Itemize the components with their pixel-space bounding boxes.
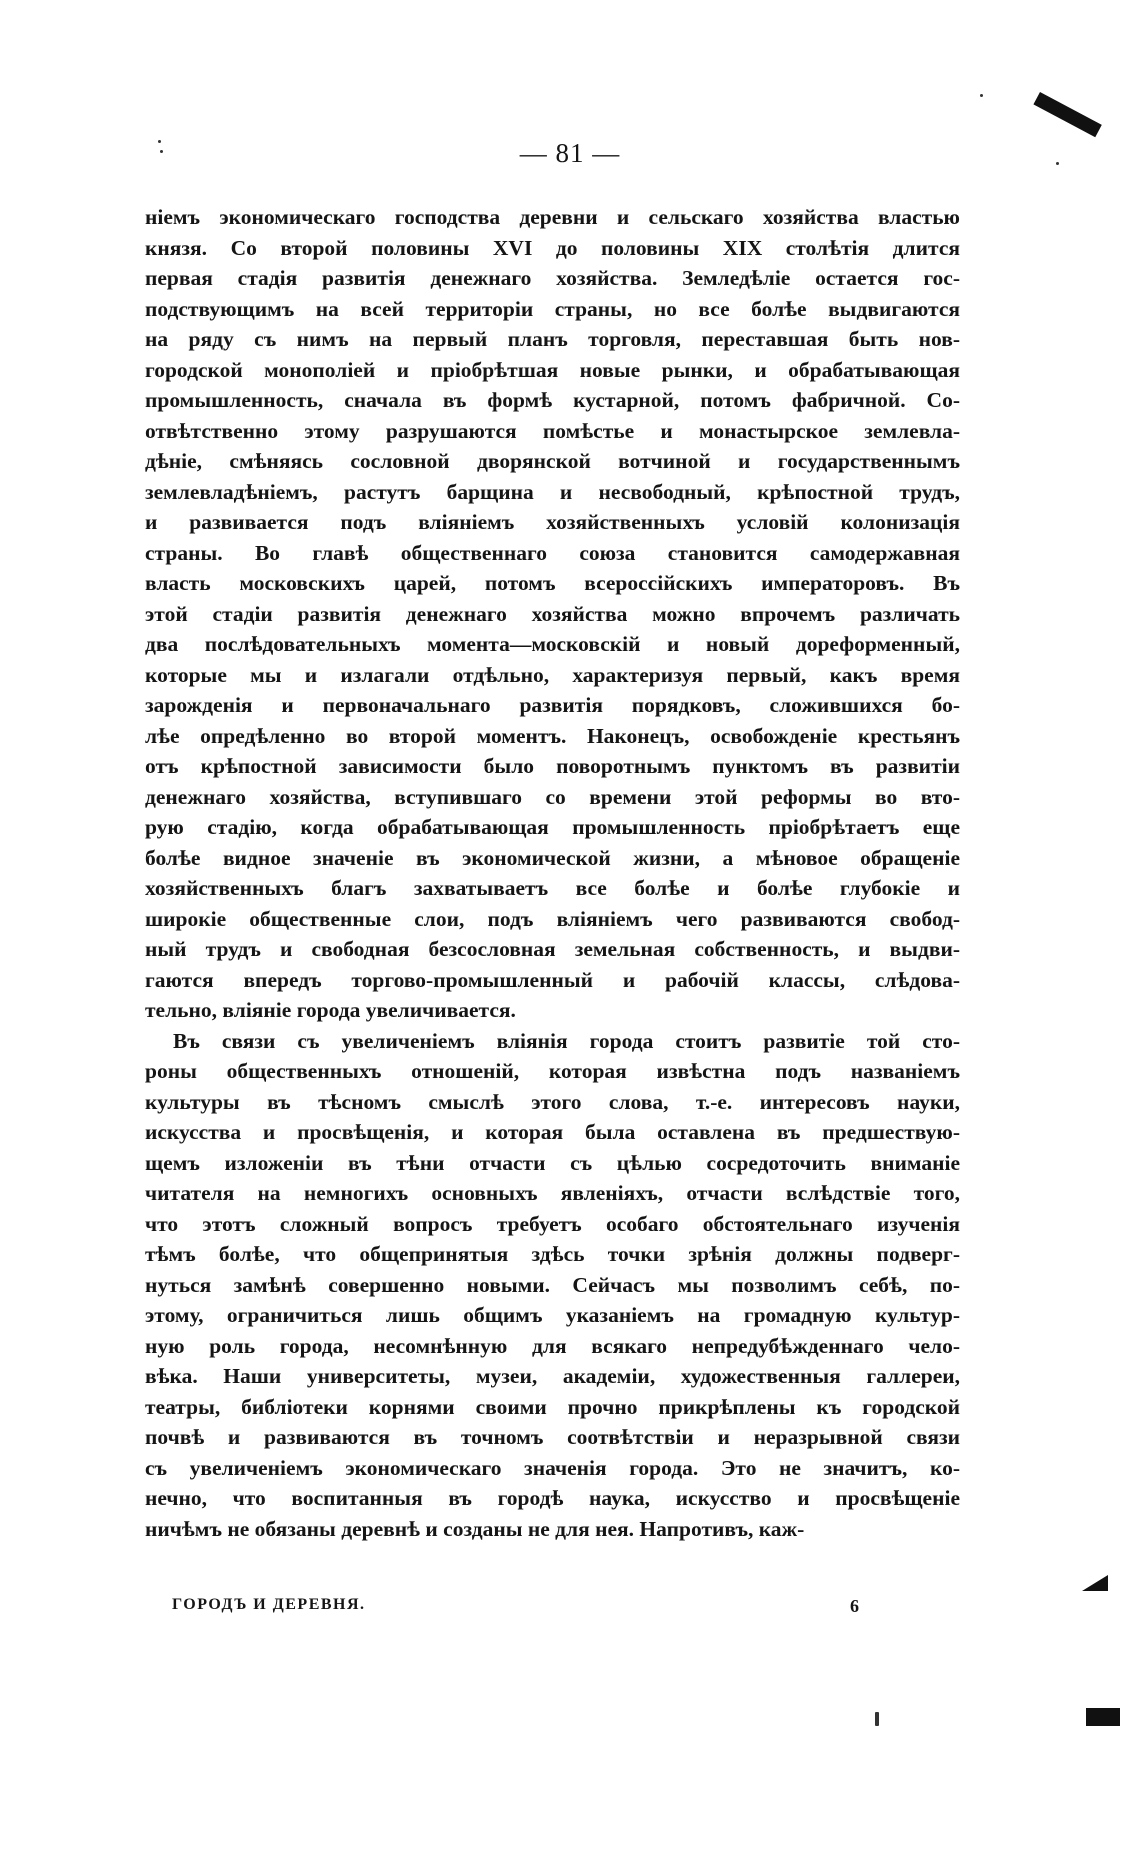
scan-speck: [1056, 162, 1059, 165]
text-line: этой стадіи развитія денежнаго хозяйства можно впрочемъ различать: [145, 601, 960, 626]
text-line: искусства и просвѣщенія, и которая была оставлена въ предшествую-: [145, 1120, 960, 1144]
text-line: Въ связи съ увеличеніемъ вліянія города стоитъ развитіе той сто-: [173, 1028, 960, 1053]
text-line: тѣмъ болѣе, что общепринятыя здѣсь точки зрѣнія должны подверг-: [145, 1242, 960, 1266]
text-line: отъ крѣпостной зависимости было поворотнымъ пунктомъ въ развитіи: [145, 754, 960, 778]
signature-mark: 6: [850, 1596, 859, 1616]
text-line: нечно, что воспитанныя въ городѣ наука, искусство и просвѣщеніе: [145, 1486, 960, 1510]
scan-artifact-top: [1033, 92, 1101, 137]
text-line: театры, библіотеки корнями своими прочно прикрѣплены къ городской: [145, 1394, 960, 1419]
text-line: на ряду съ нимъ на первый планъ торговля, переставшая быть нов-: [145, 327, 960, 351]
text-line: страны. Во главѣ общественнаго союза становится самодержавная: [145, 540, 960, 565]
scan-speck: [158, 140, 161, 143]
scan-speck: [980, 94, 983, 97]
text-line: болѣе видное значеніе въ экономической жизни, а мѣновое обращеніе: [145, 845, 960, 870]
body-text: [145, 202, 960, 1544]
text-line: ничѣмъ не обязаны деревнѣ и созданы не для нея. Напротивъ, каж-: [145, 1516, 805, 1541]
text-line: вѣка. Наши университеты, музеи, академіи, художественныя галлереи,: [145, 1364, 960, 1388]
text-line: два послѣдовательныхъ момента—московскій и новый дореформенный,: [145, 632, 960, 656]
running-title: ГОРОДЪ И ДЕРЕВНЯ.: [172, 1596, 366, 1613]
text-line: ный трудъ и свободная безсословная земельная собственность, и выдви-: [145, 937, 960, 961]
text-line: лѣе опредѣленно во второй моментъ. Наконецъ, освобожденіе крестьянъ: [145, 723, 960, 748]
text-line: читателя на немногихъ основныхъ явленіяхъ, отчасти вслѣдствіе того,: [145, 1181, 960, 1205]
text-line: этому, ограничиться лишь общимъ указаніемъ на громадную культур-: [145, 1303, 960, 1327]
page-footer: [172, 1596, 862, 1622]
scan-speck: [875, 1712, 879, 1726]
text-line: гаются впередъ торгово-промышленный и рабочій классы, слѣдова-: [145, 967, 960, 992]
text-line: денежнаго хозяйства, вступившаго со времени этой реформы во вто-: [145, 784, 960, 809]
scan-artifact-middle: [1082, 1575, 1108, 1591]
text-line: ніемъ экономическаго господства деревни и сельскаго хозяйства властью: [145, 205, 960, 229]
text-line: рую стадію, когда обрабатывающая промышленность пріобрѣтаетъ еще: [145, 815, 960, 839]
text-line: почвѣ и развиваются въ точномъ соотвѣтствіи и неразрывной связи: [145, 1425, 960, 1449]
text-line: тельно, вліяніе города увеличивается.: [145, 998, 516, 1022]
text-line: зарожденія и первоначальнаго развитія порядковъ, сложившихся бо-: [145, 693, 960, 717]
text-line: отвѣтственно этому разрушаются помѣстье и монастырское землевла-: [145, 418, 960, 443]
text-line: власть московскихъ царей, потомъ всероссійскихъ императоровъ. Въ: [145, 571, 960, 595]
text-line: нуться замѣнѣ совершенно новыми. Сейчасъ мы позволимъ себѣ, по-: [145, 1272, 960, 1297]
text-line: князя. Со второй половины XVI до половины XIX столѣтія длится: [145, 235, 960, 260]
text-line: широкіе общественные слои, подъ вліяніемъ чего развиваются свобод-: [145, 906, 960, 931]
page-number: — 81 —: [519, 138, 621, 168]
text-line: подствующимъ на всей территоріи страны, но все болѣе выдвигаются: [145, 296, 960, 321]
text-line: и развивается подъ вліяніемъ хозяйственныхъ условій колонизація: [145, 510, 960, 534]
text-line: городской монополіей и пріобрѣтшая новые рынки, и обрабатывающая: [145, 357, 960, 382]
scan-speck: [160, 150, 163, 153]
text-line: землевладѣніемъ, растутъ барщина и несвободный, крѣпостной трудъ,: [145, 479, 960, 504]
text-line: съ увеличеніемъ экономическаго значенія города. Это не значитъ, ко-: [145, 1455, 960, 1480]
text-line: хозяйственныхъ благъ захватываетъ все болѣе и болѣе глубокіе и: [145, 876, 960, 900]
text-line: ную роль города, несомнѣнную для всякаго непредубѣжденнаго чело-: [145, 1333, 960, 1358]
text-line: промышленность, сначала въ формѣ кустарной, потомъ фабричной. Со-: [145, 388, 960, 412]
text-line: что этотъ сложный вопросъ требуетъ особаго обстоятельнаго изученія: [145, 1211, 960, 1236]
text-line: первая стадія развитія денежнаго хозяйства. Земледѣліе остается гос-: [145, 266, 960, 290]
text-line: щемъ изложеніи въ тѣни отчасти съ цѣлью сосредоточить вниманіе: [145, 1150, 960, 1175]
text-line: которые мы и излагали отдѣльно, характеризуя первый, какъ время: [145, 662, 960, 687]
text-line: культуры въ тѣсномъ смыслѣ этого слова, т.-е. интересовъ науки,: [145, 1089, 960, 1114]
scan-artifact-bottom: [1086, 1708, 1120, 1726]
text-line: дѣніе, смѣняясь сословной дворянской вотчиной и государственнымъ: [145, 449, 960, 473]
text-line: роны общественныхъ отношеній, которая извѣстна подъ названіемъ: [145, 1059, 960, 1083]
